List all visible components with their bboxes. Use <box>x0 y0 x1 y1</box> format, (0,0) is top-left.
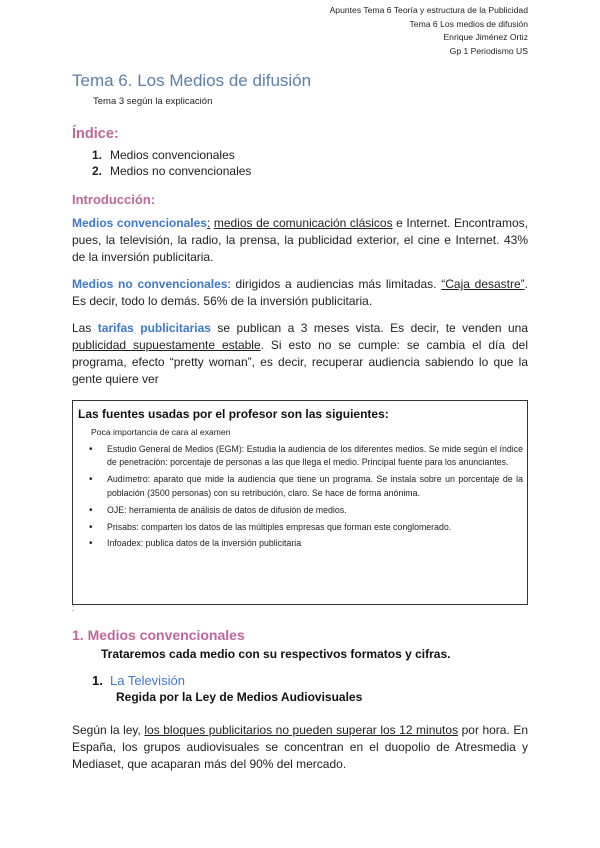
index-list <box>92 147 251 179</box>
intro-paragraph-conventional <box>72 215 528 266</box>
page-subtitle: Tema 3 según la explicación <box>93 96 213 107</box>
paragraph-text: se publican a 3 meses vista. Es decir, te venden una <box>210 321 528 335</box>
sources-box <box>72 400 528 605</box>
intro-heading: Introducción: <box>72 192 156 207</box>
sources-box-subtitle: Poca importancia de cara al examen <box>91 427 231 437</box>
underlined-classic-media: medios de comunicación clásicos <box>213 216 393 230</box>
term-non-conventional-media: Medios no convencionales <box>72 277 228 291</box>
index-item-label: Medios convencionales <box>110 148 235 162</box>
header-line-group: Gp 1 Periodismo US <box>449 46 528 57</box>
television-paragraph <box>72 722 528 773</box>
paragraph-text: Según la ley, <box>72 723 145 737</box>
paragraph-text: : dirigidos a audiencias más limitadas. <box>227 277 442 291</box>
header-line-topic: Tema 6 Los medios de difusión <box>409 18 528 29</box>
header-line-author: Enrique Jiménez Ortiz <box>443 32 528 43</box>
index-item-label: Medios no convencionales <box>110 164 252 178</box>
subsection-subtitle: Regida por la Ley de Medios Audiovisuales <box>116 690 363 704</box>
paragraph-text: Las <box>72 321 98 335</box>
source-item-oje: • OJE: herramienta de análisis de datos de difusión de medios. <box>83 504 523 517</box>
term-conventional-media: Medios convencionales <box>72 216 207 230</box>
underlined-ad-block-limit: los bloques publicitarios no pueden superar los 12 minutos <box>144 723 459 737</box>
term-advertising-tariffs: tarifas publicitarias <box>97 321 211 335</box>
subsection-number: 1. <box>92 673 103 688</box>
subsection-title: La Televisión <box>110 673 185 688</box>
index-item[interactable] <box>92 163 251 179</box>
underlined-stable-advertising: publicidad supuestamente estable <box>72 338 261 352</box>
paragraph-text: . Si esto no se cumple: se cambia el día del programa, efecto “pretty woman”, es decir, recuperar audiencia sabiendo lo que la gente quiere ver <box>72 338 528 386</box>
subsection-heading-television <box>92 673 185 688</box>
sources-list <box>83 443 523 554</box>
term-colon: : <box>206 216 211 230</box>
index-item-number: 1. <box>92 148 103 162</box>
intro-paragraph-tariffs <box>72 320 528 388</box>
spacer-marks: ° ° <box>72 605 75 616</box>
source-item-prisabs: • Prisabs: comparten los datos de las múltiples empresas que forman este conglomerado. <box>83 521 523 534</box>
index-heading: Índice: <box>72 126 119 142</box>
intro-paragraph-non-conventional <box>72 276 528 310</box>
page-title: Tema 6. Los Medios de difusión <box>72 71 312 90</box>
paragraph-text: por hora. En España, los grupos audiovisuales se concentran en el duopolio de Atresmedia y Mediaset, que acaparan más del 90% del mercado. <box>72 723 529 771</box>
sources-box-title: Las fuentes usadas por el profesor son las siguientes: <box>78 407 389 421</box>
source-item-egm: • Estudio General de Medios (EGM): Estudia la audiencia de los diferentes medios. Se mide según el índice de penetración: porcentaje de personas a las que llega el medio. Principal fuente para los anunciantes. <box>83 443 523 470</box>
paragraph-text: e Internet. Encontramos, pues, la televisión, la radio, la prensa, la publicidad exterior, el cine e Internet. 43% de la inversión publicitaria. <box>72 216 528 264</box>
section-heading-conventional-media: 1. Medios convencionales <box>72 627 245 643</box>
quote-caja-desastre: “Caja desastre” <box>441 277 525 291</box>
header-line-course: Apuntes Tema 6 Teoría y estructura de la Publicidad <box>329 5 528 15</box>
index-item[interactable] <box>92 147 251 163</box>
index-item-number: 2. <box>92 164 103 178</box>
source-item-infoadex: • Infoadex: publica datos de la inversión publicitaria <box>83 537 523 550</box>
section-subtitle: Trataremos cada medio con su respectivos formatos y cifras. <box>101 647 451 661</box>
page-header <box>330 4 528 59</box>
source-item-audimetro: • Audímetro: aparato que mide la audiencia que tiene un programa. Se instala sobre un porcentaje de la población (3500 personas) con su retribución, claro. Se hace de forma anónima. <box>83 473 523 500</box>
paragraph-text: . Es decir, todo lo demás. 56% de la inversión publicitaria. <box>72 277 529 308</box>
